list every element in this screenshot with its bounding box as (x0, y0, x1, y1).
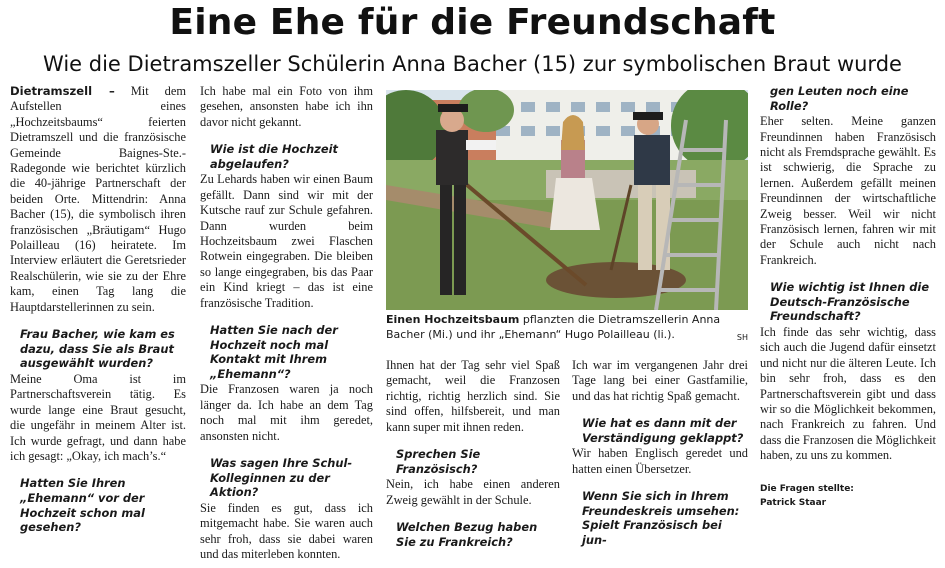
lead-text: Mit dem Aufstellen eines „Hochzeitsbaums“ feierten Dietramszell und die französische Gemeinde Baignes-Ste.-Radegonde wie berichtet kürzlich die 40-jährige Partnerschaft der beiden Orte. Mittendrin: Anna Bacher (15), die symbolisch ihren französischen „Bräutigam“ Hugo Polailleau (16) heiratete. Im Interview erläutert die Geretsrieder Realschülerin, wie sie zu der Ehre kam, einen Tag lang die Hauptdarstellerinnen zu sein. (10, 84, 186, 314)
answer-10: Ich finde das sehr wichtig, dass sich auch die Jugend dafür einsetzt und nicht nur die älteren Leute. Ich bin sehr froh, dass es den Partnerschaftsverein gibt und dass wir so die Möglichkeit bekommen, nach Frankreich zu fahren. Und dass die Franzosen die Möglichkeit haben, zu uns zu kommen. (760, 325, 936, 463)
photo-caption (386, 312, 748, 345)
question-8: Wie hat es dann mit der Verständigung geklappt? (582, 416, 744, 445)
photo-credit: SH (736, 333, 748, 342)
article-photo (386, 90, 748, 310)
question-3: Wie ist die Hochzeit abgelaufen? (210, 142, 338, 171)
photo-illustration (386, 90, 748, 310)
byline-name: Patrick Staar (760, 497, 827, 508)
answer-9: Eher selten. Meine ganzen Freundinnen haben Französisch nicht als Fremdsprache gewählt. Es ist schwierig, die Sprache zu lernen. Außerdem gefällt meinen Freundinnen der wirtschaftliche Zweig besser. Weil wir nicht Französisch lernen, fahren wir mit der Schule auch nicht nach Frankreich. (760, 114, 936, 267)
dateline: Dietramszell – (10, 84, 115, 98)
question-10: Wie wichtig ist Ihnen die Deutsch-Französische Freundschaft? (770, 280, 930, 324)
article-column-1 (10, 84, 186, 536)
lead-paragraph (10, 84, 186, 315)
answer-5: Sie finden es gut, dass ich mitgemacht habe. Sie waren auch sehr froh, dass sie dabei waren und das miterleben konnten. (200, 500, 373, 562)
question-5: Was sagen Ihre Schul-Kolleginnen zu der Aktion? (210, 456, 353, 500)
caption-lead: Einen Hochzeitsbaum (386, 313, 520, 326)
answer-5-cont: Ihnen hat der Tag sehr viel Spaß gemacht, weil die Franzosen richtig, richtig herzlich sind. Sie sind offen, hilfsbereit, und man kann super mit ihnen reden. (386, 358, 560, 434)
caption-text: pflanzten die Dietramszellerin Anna Bacher (Mi.) und ihr „Ehemann“ Hugo Polailleau (li.). (386, 313, 721, 341)
question-4: Hatten Sie nach der Hochzeit noch mal Kontakt mit Ihrem „Ehemann“? (210, 323, 338, 381)
headline: Eine Ehe für die Freundschaft (169, 2, 776, 43)
answer-6: Nein, ich habe einen anderen Zweig gewählt in der Schule. (386, 477, 560, 507)
subheadline: Wie die Dietramszeller Schülerin Anna Bacher (15) zur symbolischen Braut wurde (43, 52, 902, 76)
article-column-2 (200, 84, 373, 568)
article-column-3 (386, 358, 560, 550)
answer-3: Zu Lehards haben wir einen Baum gefällt. Dann sind wir mit der Kutsche rauf zur Schule gefahren. Dann wurden beim Hochzeitsbaum zwei Flaschen Rotwein eingegraben. Die bleiben so lange eingegraben, bis das Paar ein Kind kriegt – das ist eine französische Tradition. (200, 172, 373, 310)
answer-1: Meine Oma ist im Partnerschaftsverein tätig. Es wurde lange eine Braut gesucht, die ungefähr in meinem Alter ist. Ich wurde gefragt, und dann habe ich gesagt: „Okay, ich mach’s.“ (10, 371, 186, 463)
answer-7: Ich war im vergangenen Jahr drei Tage lang bei einer Gastfamilie, und das hat richtig Spaß gemacht. (572, 358, 748, 403)
answer-4: Die Franzosen waren ja noch länger da. Ich habe an dem Tag noch mal mit ihm geredet, ansonsten nicht. (200, 382, 373, 443)
question-1: Frau Bacher, wie kam es dazu, dass Sie als Braut ausgewählt wurden? (20, 327, 175, 371)
question-7: Welchen Bezug haben Sie zu Frankreich? (396, 520, 538, 549)
answer-2: Ich habe mal ein Foto von ihm gesehen, ansonsten habe ich ihn davor nicht gekannt. (200, 84, 373, 129)
question-9-cont: gen Leuten noch eine Rolle? (770, 84, 909, 113)
byline (760, 482, 936, 510)
question-6: Sprechen Sie Französisch? (396, 447, 481, 476)
article-column-4 (572, 358, 748, 549)
question-9: Wenn Sie sich in Ihrem Freundeskreis umsehen: Spielt Französisch bei jun- (582, 489, 740, 547)
question-2: Hatten Sie Ihren „Ehemann“ vor der Hochzeit schon mal gesehen? (20, 476, 145, 535)
article-column-5 (760, 84, 936, 510)
byline-label: Die Fragen stellte: (760, 483, 854, 494)
answer-8: Wir haben Englisch geredet und hatten einen Übersetzer. (572, 446, 748, 476)
